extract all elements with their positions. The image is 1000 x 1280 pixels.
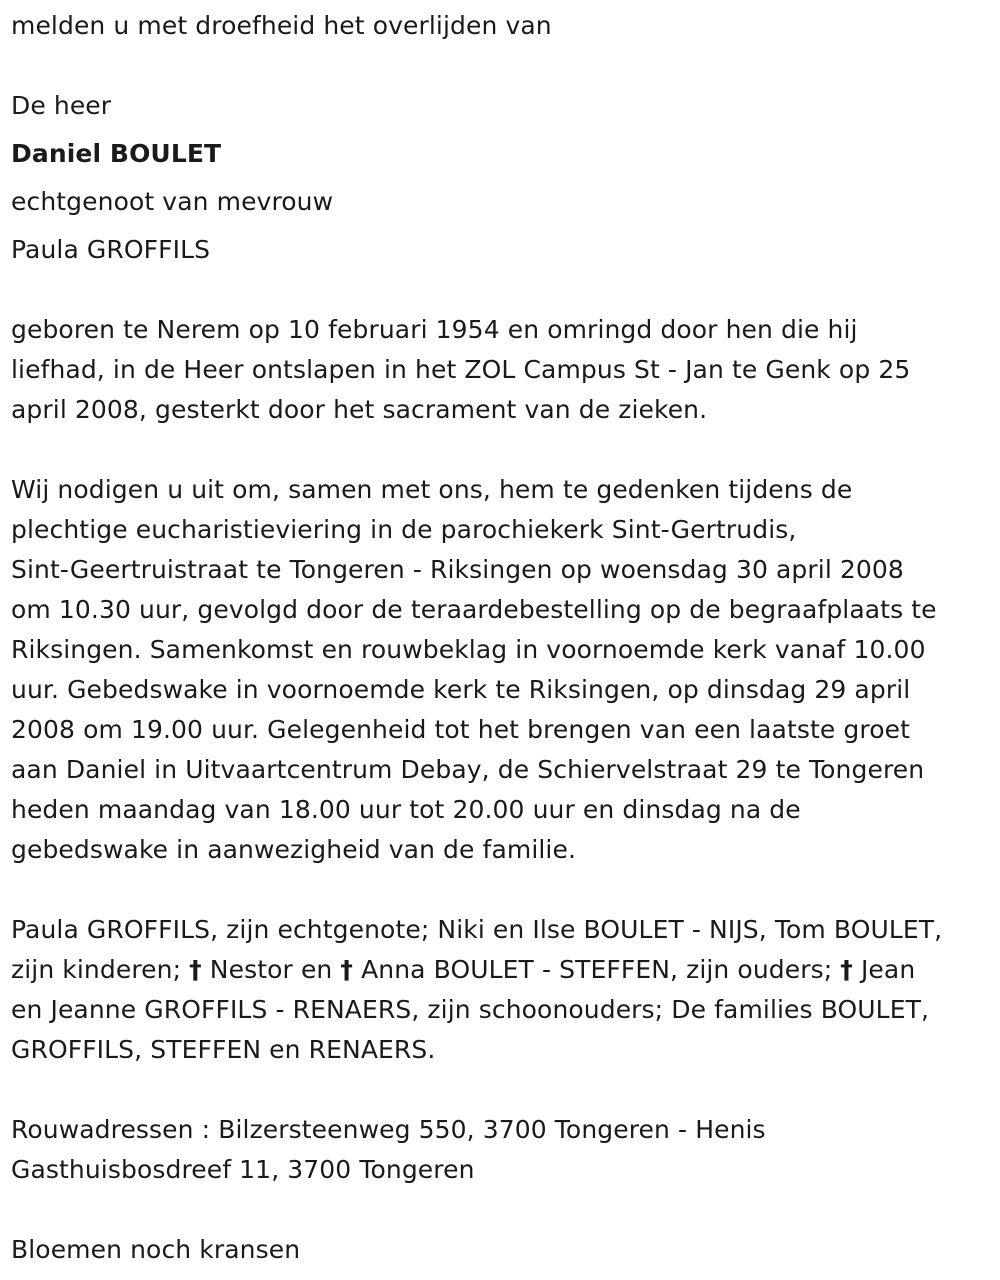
closing-text: Bloemen noch kransen: [11, 1235, 301, 1264]
family-paragraph: [11, 910, 996, 1070]
spouse-label: echtgenoot van mevrouw: [11, 187, 334, 216]
paragraph-line: heden maandag van 18.00 uur tot 20.00 uur en dinsdag na de: [11, 795, 801, 824]
spacer: [11, 174, 996, 182]
invitation-paragraph: [11, 470, 996, 870]
cross-icon: †: [840, 955, 853, 984]
paragraph-line: plechtige eucharistieviering in de parochiekerk Sint-Gertrudis,: [11, 515, 797, 544]
spacer: [11, 222, 996, 230]
paragraph-line: Riksingen. Samenkomst en rouwbeklag in voornoemde kerk vanaf 10.00: [11, 635, 926, 664]
paragraph-line: Wij nodigen u uit om, samen met ons, hem te gedenken tijdens de: [11, 475, 853, 504]
family-text: Jean: [852, 955, 916, 984]
family-text: Nestor en: [201, 955, 341, 984]
cross-icon: †: [340, 955, 354, 984]
paragraph-line: Rouwadressen : Bilzersteenweg 550, 3700 Tongeren - Henis: [11, 1115, 766, 1144]
paragraph-line: uur. Gebedswake in voornoemde kerk te Riksingen, op dinsdag 29 april: [11, 675, 911, 704]
title-prefix: De heer: [11, 91, 112, 120]
family-text: Anna BOULET - STEFFEN, zijn ouders;: [353, 955, 841, 984]
spouse-name: Paula GROFFILS: [11, 235, 211, 264]
cross-icon: †: [189, 955, 202, 984]
spacer: [11, 1070, 996, 1110]
paragraph-line: 2008 om 19.00 uur. Gelegenheid tot het brengen van een laatste groet: [11, 715, 910, 744]
paragraph-line: gebedswake in aanwezigheid van de familie.: [11, 835, 576, 864]
spacer: [11, 126, 996, 134]
paragraph-line: liefhad, in de Heer ontslapen in het ZOL Campus St - Jan te Genk op 25: [11, 355, 911, 384]
paragraph-line: Sint-Geertruistraat te Tongeren - Riksingen op woensdag 30 april 2008: [11, 555, 904, 584]
addresses-paragraph: [11, 1110, 996, 1190]
family-text: zijn kinderen;: [11, 955, 190, 984]
spacer: [11, 46, 996, 86]
intro-text: melden u met droefheid het overlijden van: [11, 11, 552, 40]
paragraph-line: en Jeanne GROFFILS - RENAERS, zijn schoonouders; De families BOULET,: [11, 995, 930, 1024]
paragraph-line: om 10.30 uur, gevolgd door de teraardebestelling op de begraafplaats te: [11, 595, 937, 624]
paragraph-line: geboren te Nerem op 10 februari 1954 en omringd door hen die hij: [11, 315, 858, 344]
paragraph-line: GROFFILS, STEFFEN en RENAERS.: [11, 1035, 436, 1064]
spacer: [11, 430, 996, 470]
spacer: [11, 1190, 996, 1230]
spacer: [11, 270, 996, 310]
paragraph-line: [11, 950, 996, 990]
paragraph-line: Paula GROFFILS, zijn echtgenote; Niki en Ilse BOULET - NIJS, Tom BOULET,: [11, 915, 943, 944]
birth-paragraph: [11, 310, 996, 430]
spacer: [11, 870, 996, 910]
obituary-document: [11, 6, 996, 1270]
paragraph-line: april 2008, gesterkt door het sacrament van de zieken.: [11, 395, 708, 424]
deceased-name: Daniel BOULET: [11, 139, 222, 168]
paragraph-line: Gasthuisbosdreef 11, 3700 Tongeren: [11, 1155, 475, 1184]
paragraph-line: aan Daniel in Uitvaartcentrum Debay, de Schiervelstraat 29 te Tongeren: [11, 755, 925, 784]
